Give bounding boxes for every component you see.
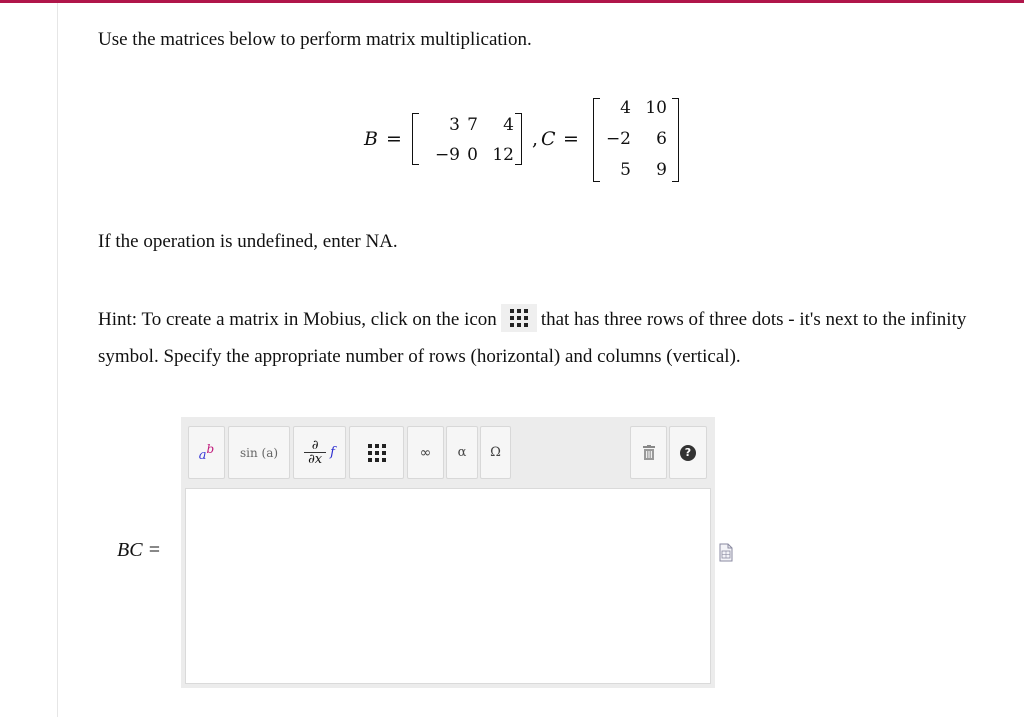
matrix-cell: −9: [434, 145, 460, 165]
document-icon[interactable]: [719, 543, 733, 562]
infinity-button[interactable]: [407, 426, 444, 479]
left-divider: [57, 3, 58, 717]
matrix-b-name: B: [364, 128, 378, 150]
omega-icon: Ω: [490, 445, 501, 460]
infinity-icon: ∞: [419, 444, 432, 461]
superscript-icon: [199, 442, 214, 463]
equation-editor: [181, 417, 715, 688]
help-button[interactable]: [669, 426, 707, 479]
derivative-numerator: ∂: [311, 438, 319, 453]
matrix-button[interactable]: [349, 426, 404, 479]
answer-input[interactable]: [185, 488, 711, 684]
matrix-c: [593, 98, 679, 182]
matrix-cell: 6: [656, 129, 667, 149]
matrix-cell: 4: [503, 115, 514, 135]
left-bracket: [593, 98, 600, 182]
function-icon: sin (a): [239, 445, 279, 460]
superscript-exp: b: [206, 442, 215, 456]
derivative-button[interactable]: [293, 426, 346, 479]
superscript-button[interactable]: [188, 426, 225, 479]
greek-letters-button[interactable]: [446, 426, 478, 479]
top-accent-bar: [0, 0, 1024, 3]
symbols-button[interactable]: [480, 426, 511, 479]
derivative-function: f: [330, 445, 335, 460]
help-icon: ?: [680, 445, 696, 461]
matrix-cell: 4: [620, 98, 631, 118]
matrix-c-equals: =: [563, 128, 579, 150]
matrix-c-name: C: [541, 128, 556, 150]
matrix-cell: 7: [467, 115, 478, 135]
matrix-cell: 9: [656, 160, 667, 180]
answer-label: BC =: [117, 539, 162, 561]
instruction-text: Use the matrices below to perform matrix multiplication.: [98, 29, 532, 50]
partial-derivative-icon: [304, 439, 335, 466]
matrix-cell: 5: [620, 160, 631, 180]
delete-button[interactable]: [630, 426, 667, 479]
greek-alpha-icon: α: [457, 445, 467, 460]
derivative-denominator: ∂x: [308, 452, 323, 467]
right-bracket: [672, 98, 679, 182]
left-bracket: [412, 113, 419, 165]
right-bracket: [515, 113, 522, 165]
matrix-b: [412, 113, 522, 165]
matrix-icon: [368, 444, 386, 462]
matrix-separator: ,: [532, 128, 539, 150]
undefined-note: If the operation is undefined, enter NA.: [98, 231, 398, 252]
function-button[interactable]: [228, 426, 290, 479]
superscript-base: a: [198, 448, 207, 463]
matrix-cell: −2: [605, 129, 631, 149]
matrix-cell: 12: [492, 145, 514, 165]
editor-toolbar: [181, 417, 715, 485]
matrix-b-equals: =: [386, 128, 402, 150]
trash-icon: [642, 445, 656, 461]
hint-text: [98, 301, 968, 375]
matrix-cell: 10: [645, 98, 667, 118]
matrix-cell: 3: [449, 115, 460, 135]
matrix-icon: [501, 304, 537, 332]
matrix-cell: 0: [467, 145, 478, 165]
hint-text-start: Hint: To create a matrix in Mobius, click on the icon: [98, 309, 497, 330]
hint-text-end: that has three rows of three dots - it's next to the infinity symbol. Specify the appropriate number of rows (horizontal) and columns (vertical).: [98, 309, 967, 367]
